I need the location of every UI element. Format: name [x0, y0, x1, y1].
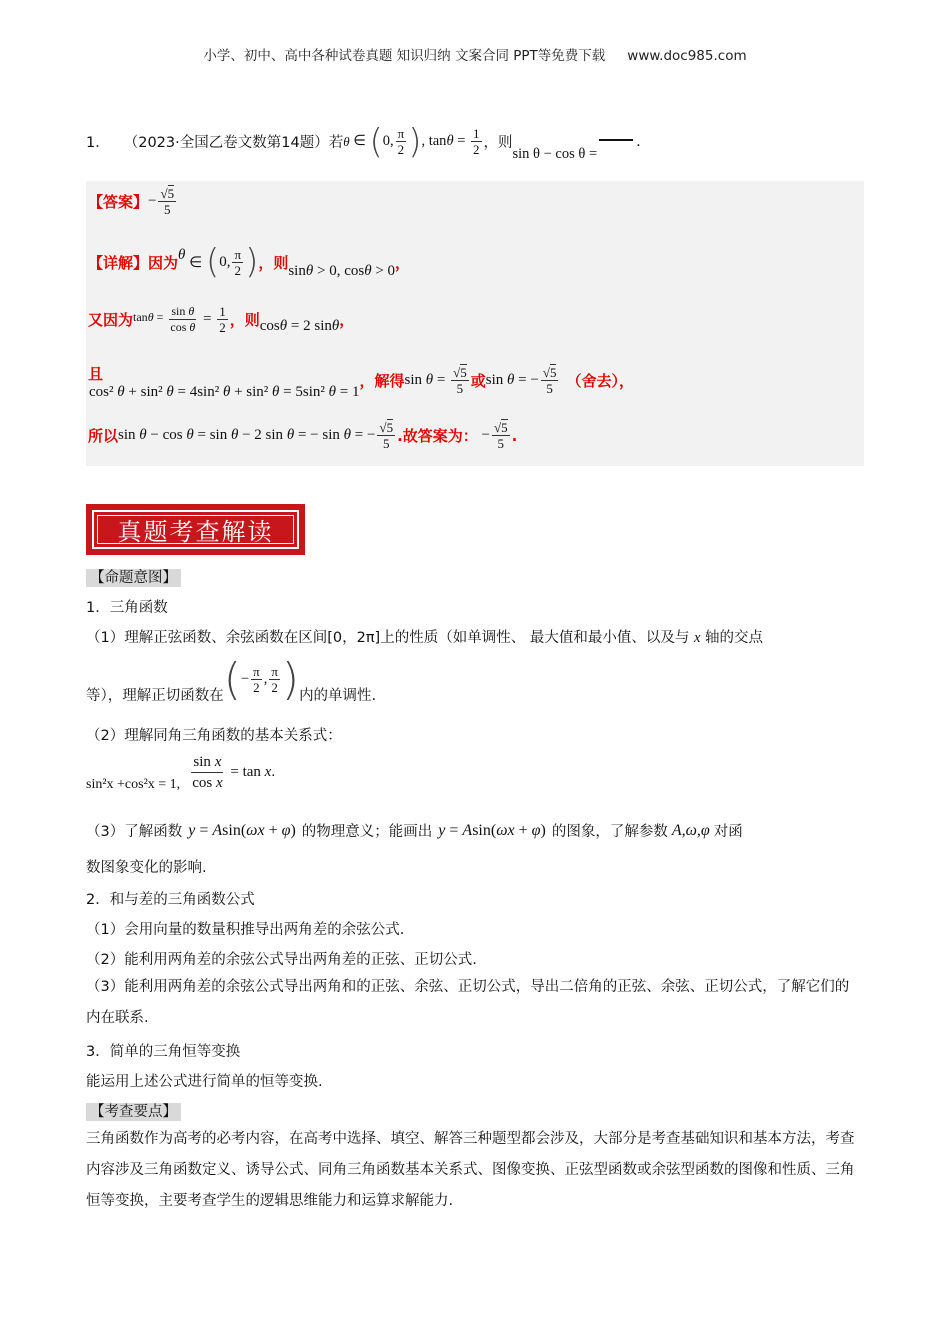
detail-line-3: 且 cos² θ + sin² θ = 4sin² θ + sin² θ = 5sin² θ = 1 ，解得 sin θ = $\frac{√5}{5}$ 或 sin θ = − $\frac{√5}{5}$ （舍去）， — [88, 365, 634, 400]
question-prefix: 若 — [328, 135, 344, 151]
intent-s3-1: 能运用上述公式进行简单的恒等变换. — [86, 1074, 323, 1090]
intent-tag: 【命题意图】 — [86, 566, 181, 587]
answer-label: 【答案】 — [88, 193, 149, 211]
question-line: 1． （2023·全国乙卷文数第14题） 若 θ ∈ ( 0, $\frac{\pi}{2}$ ) , tan θ = $\frac{1}{2}$ ，则 sin θ − cos θ = . — [86, 121, 641, 162]
intent-s2: 2．和与差的三角函数公式 — [86, 892, 255, 908]
identity-formulas: sin²x +cos²x = 1, $\frac{\text{sin x}}{\text{cos x}}$ = tan x. — [86, 754, 276, 792]
points-text: 三角函数作为高考的必考内容，在高考中选择、填空、解答三种题型都会涉及，大部分是考查基础知识和基本方法，考查内容涉及三角函数定义、诱导公式、同角三角函数基本关系式、图像变换、正弦型函数或余弦型函数的图像和性质、三角恒等变换，主要考查学生的逻辑思维能力和运算求解能力. — [86, 1131, 855, 1209]
intent-s1-1-cont: 等），理解正切函数在 ( − $\frac{\pi}{2}$ , $\frac{\pi}{2}$ ) 内的单调性. — [86, 654, 377, 705]
question-number: 1． — [86, 135, 110, 151]
header-text: 小学、初中、高中各种试卷真题 知识归纳 文案合同 PPT等免费下载 — [203, 48, 606, 64]
question-expression: sin θ − cos θ = — [512, 146, 598, 162]
answer-blank — [599, 139, 633, 141]
pi-over-2: $\frac{\pi}{2}$ — [397, 126, 405, 157]
intent-s2-3: （3）能利用两角差的余弦公式导出两角和的正弦、余弦、正切公式，导出二倍角的正弦、余弦、正切公式，了解它们的内在联系. — [86, 979, 850, 1026]
intent-s1-3: （3）了解函数 y = Asin(ωx + φ) 的物理意义；能画出 y = Asin(ωx + φ) 的图象，了解参数 A,ω,φ 对函 — [86, 821, 743, 840]
header-site-link[interactable]: www.doc985.com — [627, 48, 747, 64]
intent-s3: 3．简单的三角恒等变换 — [86, 1044, 241, 1060]
intent-s2-2: （2）能利用两角差的余弦公式导出两角差的正弦、正切公式. — [86, 952, 477, 968]
detail-line-2: 又因为 tan θ = $\frac{\text{sin θ}}{\text{cos θ}}$ = $\frac{1}{2}$ ，则 cos θ = 2 sin θ ， — [88, 304, 355, 335]
intent-s1-1: （1）理解正弦函数、余弦函数在区间[0，2π]上的性质（如单调性、 最大值和最小值、以及与 x 轴的交点 — [86, 630, 763, 646]
detail-line-1: 【详解】因为 θ ∈ ( 0, $\frac{\pi}{2}$ ) ，则 sin θ > 0, cos θ > 0 ， — [88, 242, 411, 282]
question-then: ，则 — [483, 135, 513, 151]
intent-s1-3-cont: 数图象变化的影响. — [86, 860, 207, 876]
intent-s1-2: （2）理解同角三角函数的基本关系式： — [86, 728, 342, 744]
theta-symbol: θ — [343, 133, 350, 149]
banner-title: 真题考查解读 — [117, 518, 274, 546]
one-half: $\frac{1}{2}$ — [473, 126, 480, 157]
page-header — [0, 44, 950, 64]
intent-s1: 1．三角函数 — [86, 600, 168, 616]
points-tag: 【考查要点】 — [86, 1100, 181, 1121]
detail-label: 【详解】因为 — [88, 253, 179, 272]
question-source: （2023·全国乙卷文数第14题） — [123, 135, 329, 151]
answer-line: 【答案】 − $\frac{√5}{5}$ — [88, 186, 175, 217]
detail-line-4: 所以 sin θ − cos θ = sin θ − 2 sin θ = − sin θ = − $\frac{√5}{5}$ .故答案为： − $\frac{√5}{5}$ . — [88, 420, 518, 451]
section-banner — [86, 504, 305, 555]
intent-s2-1: （1）会用向量的数量积推导出两角差的余弦公式. — [86, 922, 405, 938]
